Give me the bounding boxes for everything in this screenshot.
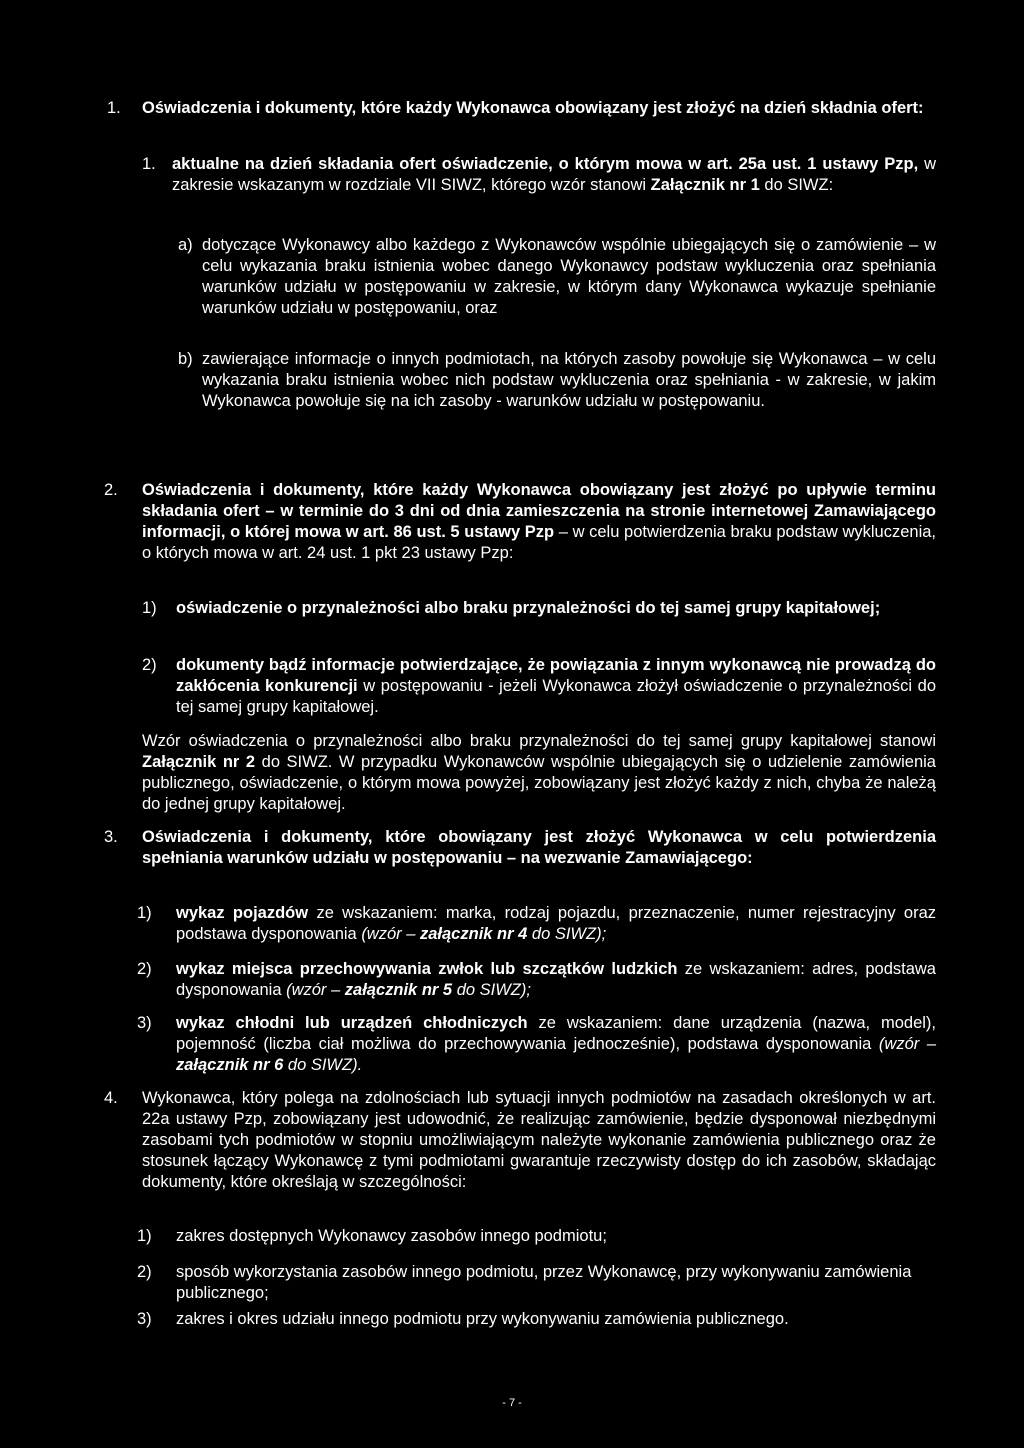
section-4-item-1 (176, 1226, 936, 1247)
section-3-item-1-ref (361, 925, 606, 943)
section-3-item-3-bold: wykaz chłodni lub urządzeń chłodniczych (176, 1014, 528, 1032)
section-3-item-1 (176, 903, 936, 945)
section-4-body: Wykonawca, który polega na zdolnościach lub sytuacji innych podmiotów na zasadach określonych w art. 22a ustawy Pzp, zobowiązany jest udowodnić, że realizując zamówienie, będzie dysponował niezbędnymi zasobami tych podmiotów w stopniu umożliwiającym należyte wykonanie zamówienia publicznego oraz że stosunek łączący Wykonawcę z tymi podmiotami gwarantuje rzeczywisty dostęp do ich zasobów, składając dokumenty, które określają w szczególności: (142, 1089, 936, 1191)
ref-close: do SIWZ); (456, 981, 531, 999)
section-4-item-3-number: 3) (137, 1310, 152, 1328)
section-2-item-2 (176, 655, 936, 718)
ref-open: (wzór – (878, 1035, 937, 1053)
section-2-heading (142, 480, 936, 564)
section-3-item-2-number: 2) (137, 960, 152, 978)
section-1-number: 1. (107, 99, 121, 117)
section-2-note-text-end: do SIWZ. W przypadku Wykonawców wspólnie ubiegających się o udzielenie zamówienia publicznego, oświadczenie, o którym mowa powyżej, zobowiązany jest złożyć każdy z nich, chyba że należą do jednej grupy kapitałowej. (142, 753, 936, 813)
section-4-item-2 (176, 1262, 936, 1304)
section-2-item-2-text: w postępowaniu - jeżeli Wykonawca złożył oświadczenie o przynależności do tej samej grupy kapitałowej. (176, 677, 936, 716)
section-3-item-2-bold: wykaz miejsca przechowywania zwłok lub szczątków ludzkich (176, 960, 678, 978)
section-2-item-1 (176, 598, 936, 619)
section-2-item-1-number: 1) (142, 599, 157, 617)
section-3-item-3-text: ze wskazaniem: dane urządzenia (nazwa, model), pojemność (liczba ciał możliwa do przechowywania jednocześnie), podstawa dysponowania (176, 1014, 937, 1053)
section-3-item-2-ref (286, 981, 531, 999)
attachment-6-reference: załącznik nr 6 (176, 1056, 284, 1074)
section-3-item-2-text: ze wskazaniem: adres, podstawa dysponowania (176, 960, 936, 999)
section-1-heading-text: Oświadczenia i dokumenty, które każdy Wykonawca obowiązany jest złożyć na dzień składnia ofert: (142, 99, 924, 117)
section-2-item-1-bold: oświadczenie o przynależności albo braku przynależności do tej samej grupy kapitałowej; (176, 599, 881, 617)
section-2-number: 2. (104, 481, 118, 499)
section-3-item-1-number: 1) (137, 904, 152, 922)
ref-open: (wzór – (286, 981, 341, 999)
section-1-item-1-bold: aktualne na dzień składania ofert oświadczenie, o którym mowa w art. 25a ust. 1 ustawy Pzp, (172, 155, 919, 173)
section-4-item-2-text: sposób wykorzystania zasobów innego podmiotu, przez Wykonawcę, przy wykonywaniu zamówienia publicznego; (176, 1263, 912, 1302)
page-number: - 7 - (502, 1397, 522, 1409)
section-1-sub-b-label: b) (178, 350, 193, 368)
ref-close: do SIWZ). (287, 1056, 363, 1074)
section-1-sub-a (202, 235, 936, 319)
section-4-item-3-text: zakres i okres udziału innego podmiotu przy wykonywaniu zamówienia publicznego. (176, 1310, 789, 1328)
section-2-note (142, 731, 936, 815)
section-1-sub-a-text: dotyczące Wykonawcy albo każdego z Wykonawców wspólnie ubiegających się o zamówienie – w celu wykazania braku istnienia wobec danego Wykonawcy podstaw wykluczenia oraz spełniania warunków udziału w postępowaniu w zakresie, w którym dany Wykonawca wykazuje spełnianie warunków udziału w postępowaniu, oraz (202, 236, 936, 317)
section-2-heading-bold: Oświadczenia i dokumenty, które każdy Wykonawca obowiązany jest złożyć po upływie terminu składania ofert – w terminie do 3 dni od dnia zamieszczenia na stronie internetowej Zamawiającego informacji, o której mowa w art. 86 ust. 5 ustawy Pzp (142, 481, 936, 541)
section-4-item-1-text: zakres dostępnych Wykonawcy zasobów innego podmiotu; (176, 1227, 607, 1245)
section-1-sub-b (202, 349, 936, 412)
attachment-2-reference: Załącznik nr 2 (142, 753, 256, 771)
section-4-number: 4. (104, 1089, 118, 1107)
section-2-item-2-number: 2) (142, 656, 157, 674)
section-2-item-2-bold: dokumenty bądź informacje potwierdzające, że powiązania z innym wykonawcą nie prowadzą do zakłócenia konkurencji (176, 656, 936, 695)
section-3-item-3-number: 3) (137, 1014, 152, 1032)
attachment-1-reference: Załącznik nr 1 (650, 176, 760, 194)
section-2-heading-rest: – w celu potwierdzenia braku podstaw wykluczenia, o których mowa w art. 24 ust. 1 pkt 23 ustawy Pzp: (142, 523, 936, 562)
section-4-item-2-number: 2) (137, 1263, 152, 1281)
ref-close: do SIWZ); (531, 925, 607, 943)
ref-open: (wzór – (361, 925, 416, 943)
section-3-heading-text: Oświadczenia i dokumenty, które obowiązany jest złożyć Wykonawca w celu potwierdzenia spełniania warunków udziału w postępowaniu – na wezwanie Zamawiającego: (142, 828, 936, 867)
section-3-item-2 (176, 959, 936, 1001)
section-4-item-3 (176, 1309, 936, 1330)
section-1-item-1-text: w zakresie wskazanym w rozdziale VII SIWZ, którego wzór stanowi (172, 155, 936, 194)
section-1-heading (142, 98, 936, 119)
section-3-item-1-bold: wykaz pojazdów (176, 904, 309, 922)
section-1-item-1-text-end: do SIWZ: (764, 176, 834, 194)
attachment-5-reference: załącznik nr 5 (344, 981, 453, 999)
section-3-heading (142, 827, 936, 869)
section-2-note-text: Wzór oświadczenia o przynależności albo braku przynależności do tej samej grupy kapitałowej stanowi (142, 732, 936, 750)
section-3-number: 3. (104, 828, 118, 846)
section-1-sub-a-label: a) (178, 236, 193, 254)
section-4-text (142, 1088, 936, 1193)
section-3-item-1-text: ze wskazaniem: marka, rodzaj pojazdu, przeznaczenie, numer rejestracyjny oraz podstawa dysponowania (176, 904, 936, 943)
attachment-4-reference: załącznik nr 4 (420, 925, 528, 943)
section-3-item-3 (176, 1013, 936, 1076)
section-1-sub-b-text: zawierające informacje o innych podmiotach, na których zasoby powołuje się Wykonawca – w celu wykazania braku istnienia wobec nich podstaw wykluczenia oraz spełniania - w zakresie, w jakim Wykonawca powołuje się na ich zasoby - warunków udziału w postępowaniu. (202, 350, 936, 410)
section-4-item-1-number: 1) (137, 1227, 152, 1245)
section-1-item-1 (172, 154, 936, 196)
section-1-item-1-number: 1. (142, 155, 156, 173)
